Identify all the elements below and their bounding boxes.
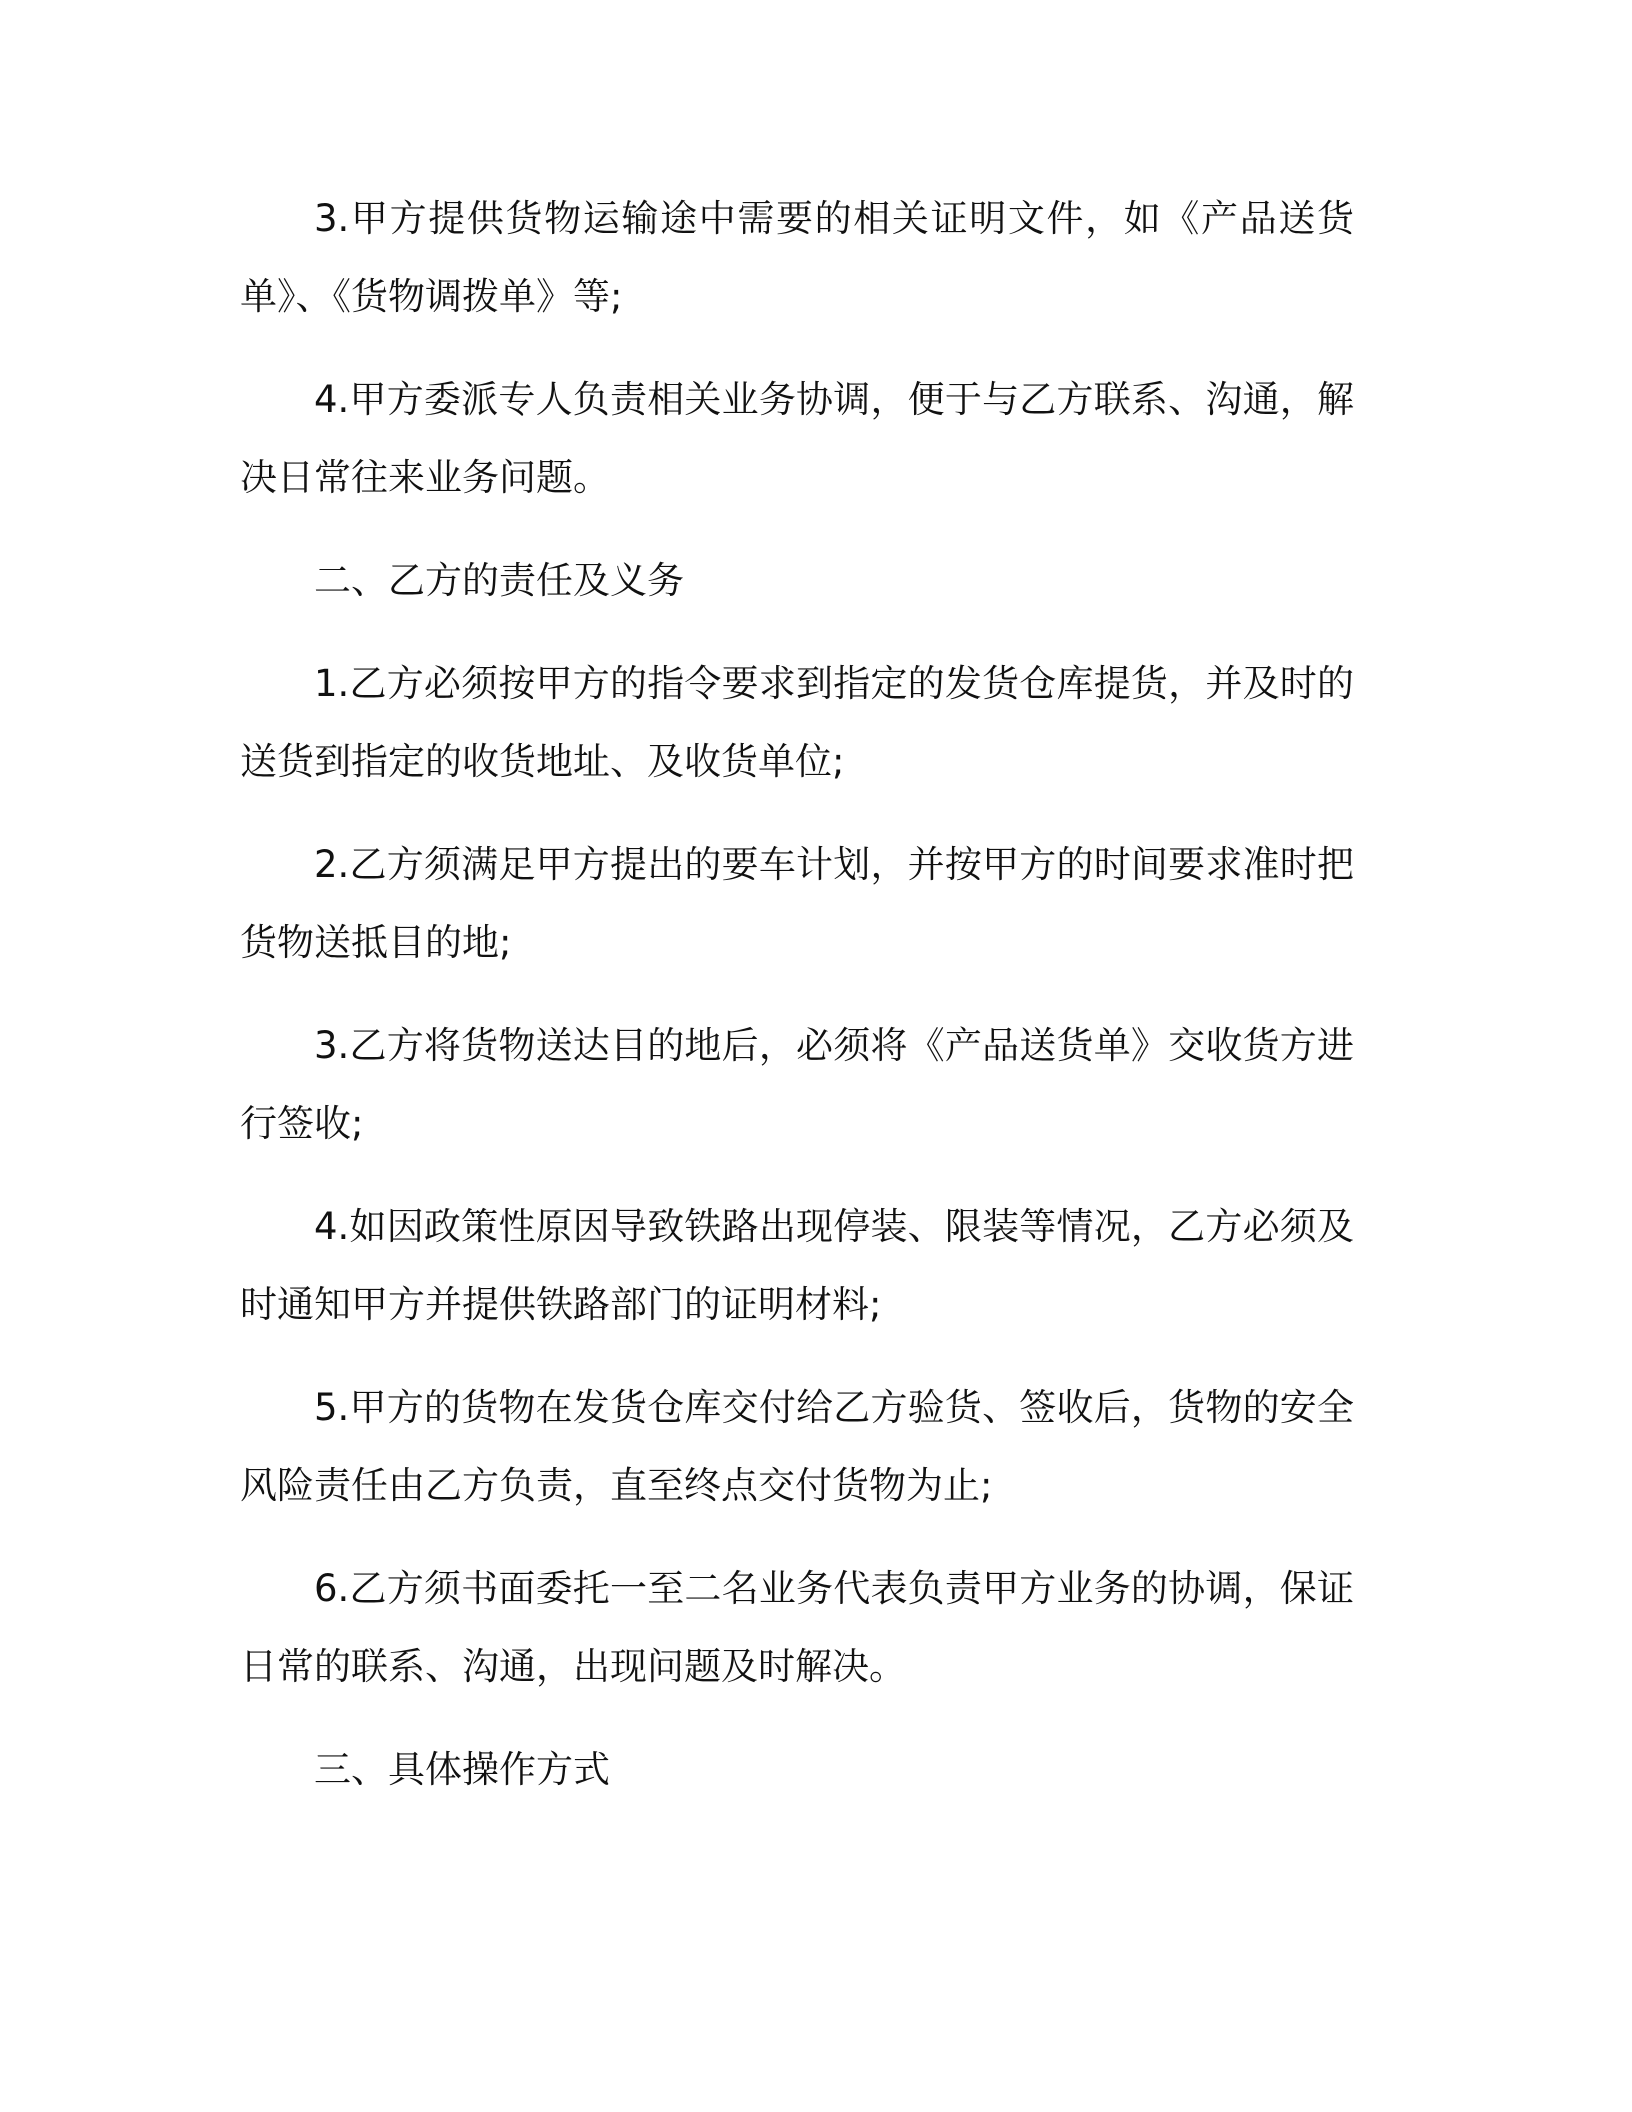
paragraph-yi-6: 6.乙方须书面委托一至二名业务代表负责甲方业务的协调，保证日常的联系、沟通，出现问题及时解决。 <box>240 1567 1354 1688</box>
paragraph-yi-4: 4.如因政策性原因导致铁路出现停装、限装等情况，乙方必须及时通知甲方并提供铁路部门的证明材料; <box>240 1205 1354 1326</box>
document-body <box>240 180 1354 1834</box>
paragraph-yi-3: 3.乙方将货物送达目的地后，必须将《产品送货单》交收货方进行签收; <box>240 1024 1354 1145</box>
paragraph-jia-3: 3.甲方提供货物运输途中需要的相关证明文件，如《产品送货单》、《货物调拨单》等; <box>240 197 1354 318</box>
paragraph-yi-2: 2.乙方须满足甲方提出的要车计划，并按甲方的时间要求准时把货物送抵目的地; <box>240 843 1354 964</box>
paragraph-jia-4: 4.甲方委派专人负责相关业务协调，便于与乙方联系、沟通，解决日常往来业务问题。 <box>240 378 1354 499</box>
section-heading-operation: 三、具体操作方式 <box>314 1748 610 1791</box>
section-heading-yi-duties: 二、乙方的责任及义务 <box>314 559 684 602</box>
paragraph-yi-5: 5.甲方的货物在发货仓库交付给乙方验货、签收后，货物的安全风险责任由乙方负责，直至终点交付货物为止; <box>240 1386 1354 1507</box>
paragraph-yi-1: 1.乙方必须按甲方的指令要求到指定的发货仓库提货，并及时的送货到指定的收货地址、及收货单位; <box>240 662 1354 783</box>
